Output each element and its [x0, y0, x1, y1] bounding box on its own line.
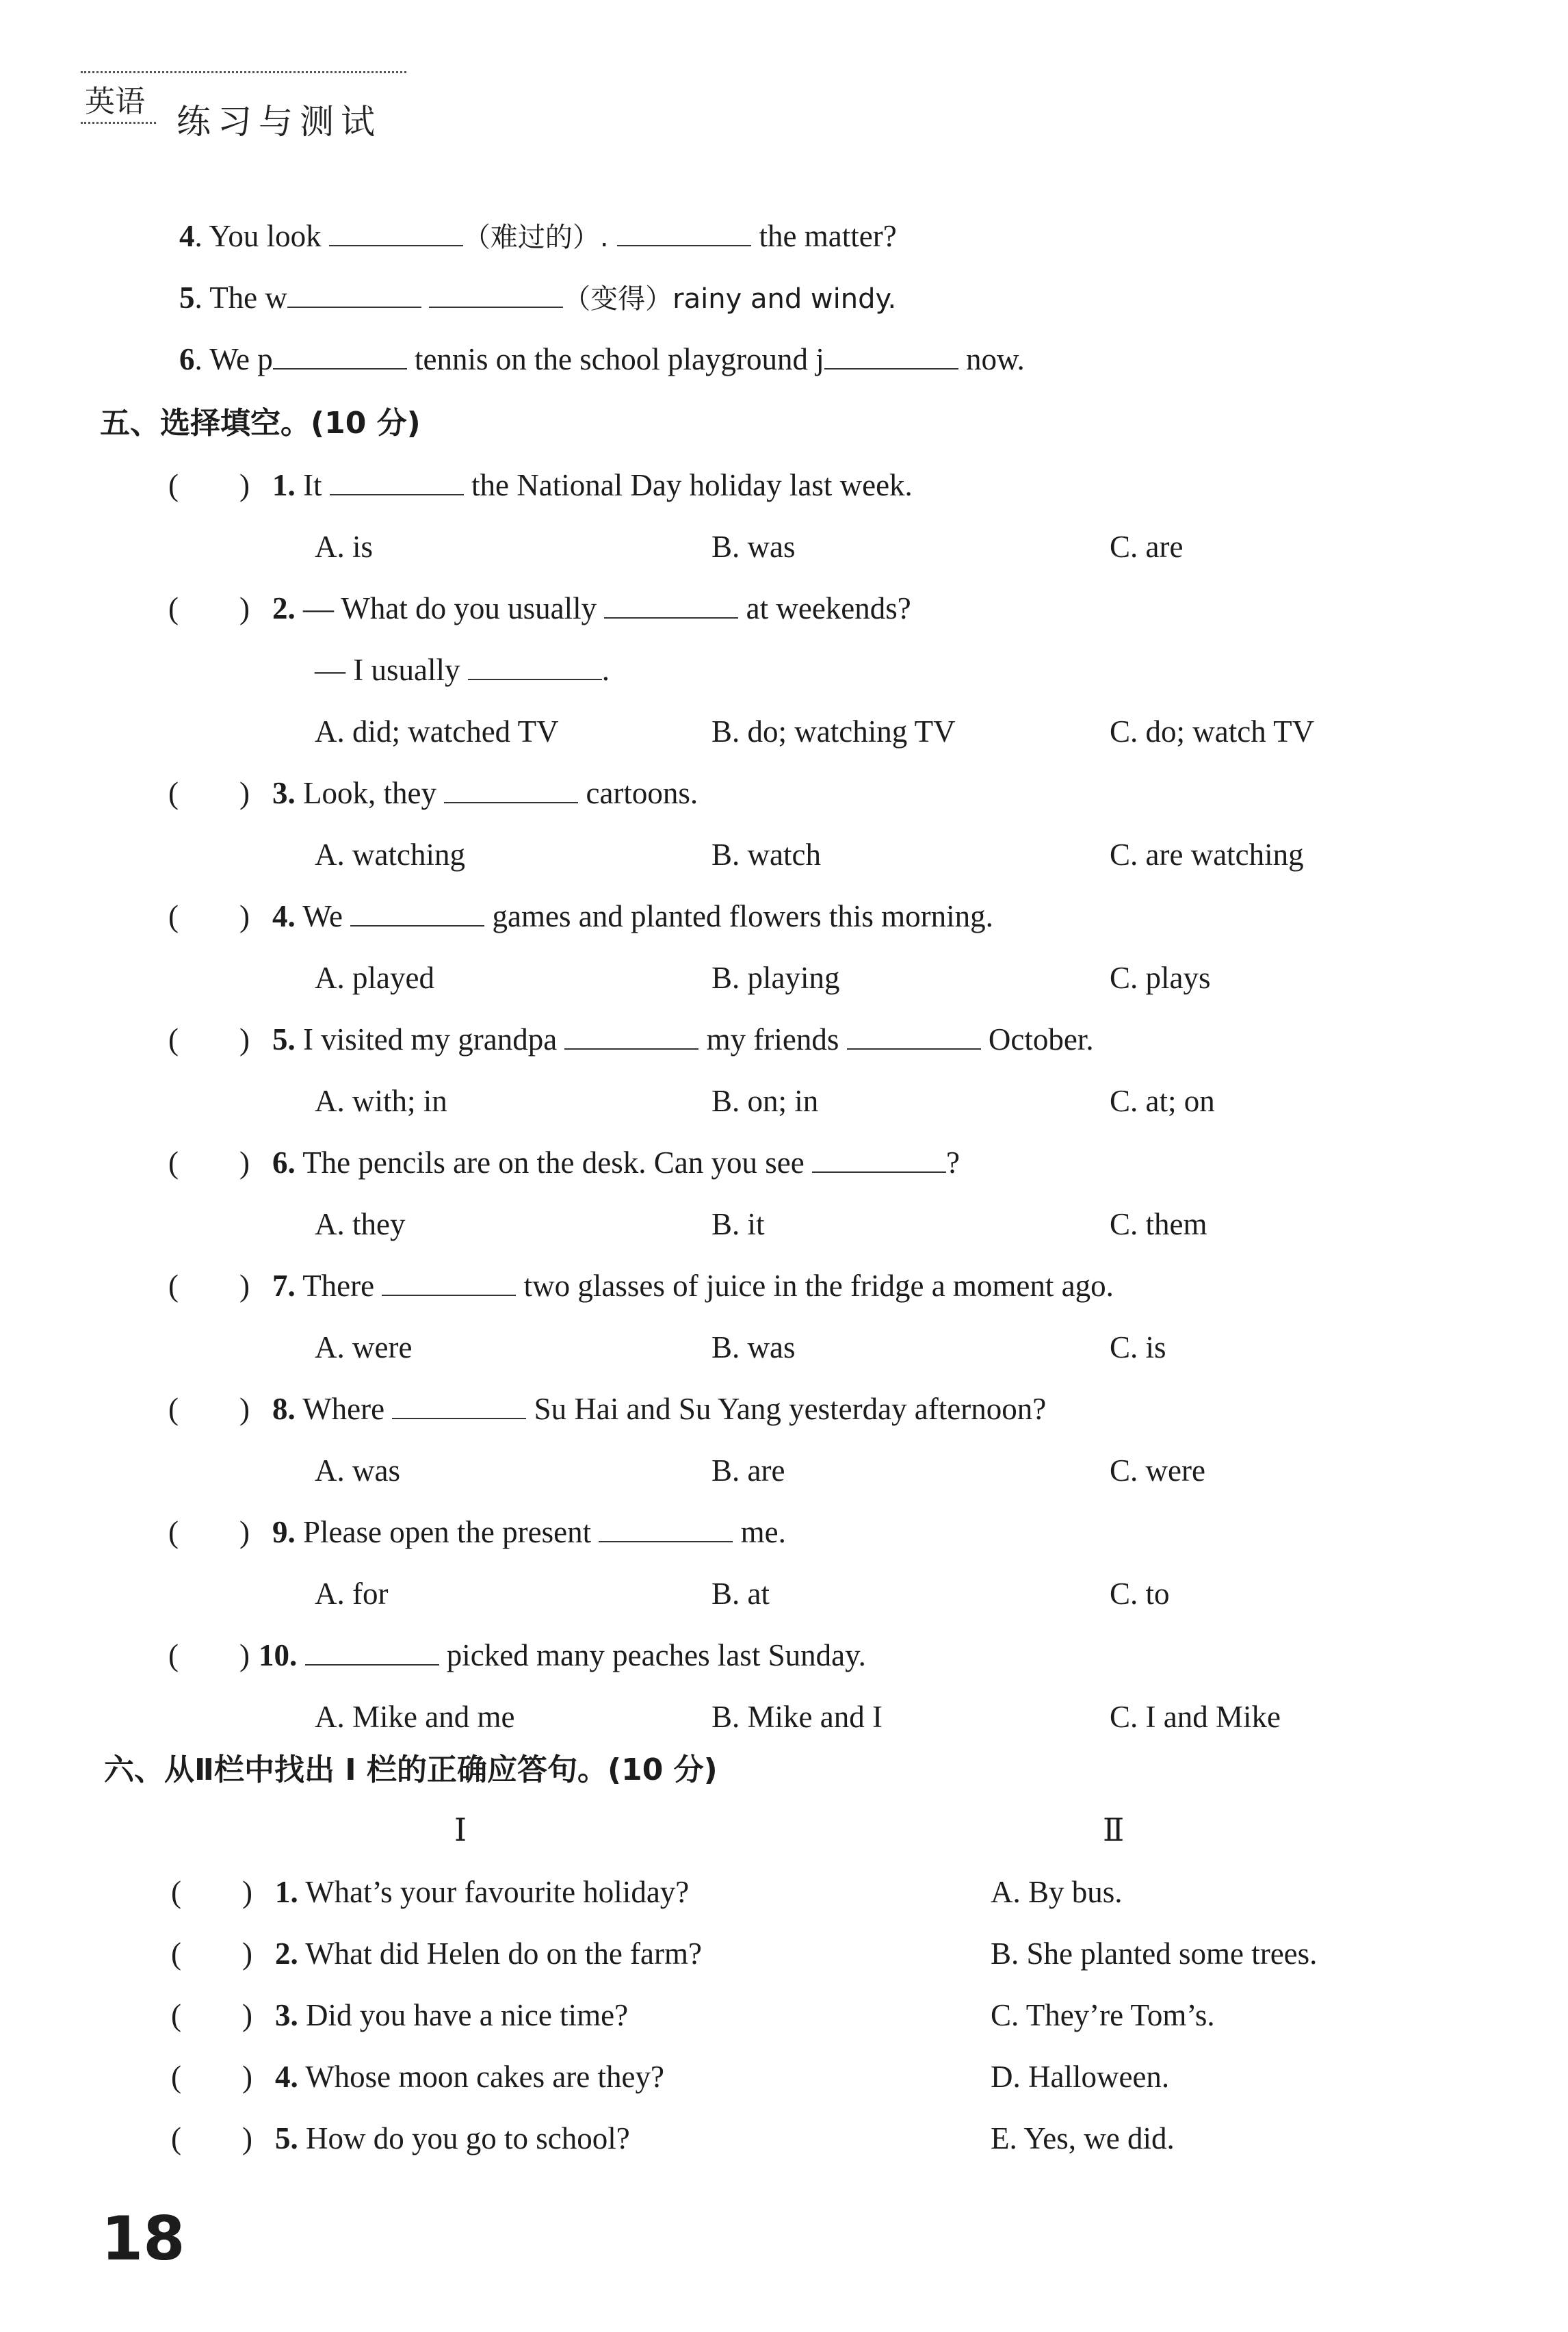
question-text: October. [980, 1022, 1094, 1057]
option-c[interactable]: C. is [1110, 1330, 1166, 1364]
question-text: How do you go to school? [306, 2121, 630, 2155]
answer-bracket-open: ( [168, 1145, 179, 1180]
answer-slot[interactable] [182, 2120, 244, 2157]
mc-question-7 [272, 1267, 1114, 1304]
answer-slot[interactable] [182, 1874, 244, 1910]
question-text: cartoons. [578, 776, 698, 810]
question-text: two glasses of juice in the fridge a moment ago. [516, 1269, 1114, 1303]
answer-blank[interactable] [350, 901, 484, 927]
option-b[interactable]: B. do; watching TV [711, 714, 956, 749]
chinese-hint: （变得）rainy and windy. [563, 283, 897, 315]
answer-bracket-close: ) [239, 1269, 250, 1303]
option-b[interactable]: B. was [711, 1330, 796, 1364]
question-text: the National Day holiday last week. [463, 468, 913, 502]
column-1-heading: Ⅰ [454, 1813, 467, 1848]
question-text: The w [209, 281, 287, 315]
match-question-3 [275, 1997, 628, 2034]
option-c[interactable]: C. do; watch TV [1110, 714, 1315, 749]
question-text: Did you have a nice time? [306, 1998, 629, 2032]
question-number: 10. [259, 1638, 298, 1672]
answer-bracket-close: ) [242, 2060, 252, 2094]
match-question-1 [275, 1874, 689, 1910]
option-c[interactable]: C. were [1110, 1453, 1205, 1488]
question-number: 3. [275, 1998, 298, 2032]
option-c[interactable]: C. plays [1110, 961, 1211, 995]
answer-bracket-close: ) [239, 591, 250, 625]
answer-bracket-close: ) [239, 1145, 250, 1180]
mc-question-4 [272, 898, 993, 935]
answer-bracket-open: ( [168, 1638, 179, 1672]
match-answer-a: A. By bus. [991, 1875, 1123, 1909]
answer-bracket-open: ( [168, 591, 179, 625]
option-a[interactable]: A. they [315, 1207, 406, 1241]
header-dotted-underline [81, 122, 156, 124]
section-5-title: 五、选择填空。(10 分) [100, 406, 421, 441]
answer-blank[interactable] [429, 282, 563, 308]
answer-blank[interactable] [382, 1270, 516, 1296]
mc-question-9 [272, 1514, 786, 1551]
option-a[interactable]: A. with; in [315, 1084, 447, 1118]
fill-in-question-5: 5. The w （变得）rainy and windy. [179, 281, 897, 315]
match-question-4 [275, 2058, 664, 2095]
option-a[interactable]: A. played [315, 961, 434, 995]
question-text: It [303, 468, 330, 502]
question-number: 2. [275, 1936, 298, 1971]
option-a[interactable]: A. for [315, 1577, 389, 1611]
answer-blank[interactable] [824, 344, 958, 370]
question-text: games and planted flowers this morning. [484, 899, 993, 933]
question-text [421, 281, 429, 315]
answer-blank[interactable] [444, 777, 578, 803]
question-text: We p [209, 342, 273, 376]
question-text: the matter? [751, 219, 897, 253]
question-number: 4 [179, 219, 195, 253]
option-a[interactable]: A. were [315, 1330, 413, 1364]
answer-bracket-open: ( [171, 2121, 181, 2155]
option-b[interactable]: B. it [711, 1207, 765, 1241]
question-number: 5. [272, 1022, 296, 1057]
mc-question-10 [259, 1637, 866, 1674]
option-c[interactable]: C. them [1110, 1207, 1207, 1241]
answer-bracket-open: ( [168, 1022, 179, 1057]
mc-question-1 [272, 467, 913, 504]
option-b[interactable]: B. playing [711, 961, 840, 995]
answer-bracket-close: ) [242, 1936, 252, 1971]
answer-bracket-close: ) [239, 1392, 250, 1426]
answer-blank[interactable] [273, 344, 407, 370]
match-question-5 [275, 2120, 630, 2157]
column-2-heading: Ⅱ [1103, 1813, 1125, 1848]
option-c[interactable]: C. are [1110, 530, 1184, 564]
question-text: Where [302, 1392, 393, 1426]
answer-bracket-close: ) [242, 1998, 252, 2032]
option-c[interactable]: C. to [1110, 1577, 1170, 1611]
match-answer-b: B. She planted some trees. [991, 1936, 1318, 1971]
answer-bracket-open: ( [168, 899, 179, 933]
mc-question-2-reply [315, 651, 610, 688]
answer-slot[interactable] [179, 1144, 241, 1181]
question-number: 4. [272, 899, 296, 933]
option-a[interactable]: A. did; watched TV [315, 714, 559, 749]
question-text: What’s your favourite holiday? [305, 1875, 690, 1909]
answer-bracket-close: ) [239, 899, 250, 933]
page-number: 18 [101, 2203, 185, 2274]
option-c[interactable]: C. I and Mike [1110, 1700, 1281, 1734]
answer-bracket-close: ) [239, 776, 250, 810]
answer-bracket-close: ) [242, 1875, 252, 1909]
answer-slot[interactable] [179, 775, 241, 812]
question-number: 2. [272, 591, 296, 625]
mc-question-8 [272, 1390, 1046, 1427]
option-b[interactable]: B. was [711, 530, 796, 564]
question-number: 8. [272, 1392, 296, 1426]
answer-blank[interactable] [329, 220, 463, 246]
option-a[interactable]: A. watching [315, 838, 465, 872]
option-c[interactable]: C. are watching [1110, 838, 1304, 872]
question-text: Su Hai and Su Yang yesterday afternoon? [526, 1392, 1047, 1426]
answer-blank[interactable] [392, 1393, 526, 1419]
question-number: 1. [272, 468, 296, 502]
answer-slot[interactable] [179, 1514, 241, 1551]
answer-blank[interactable] [305, 1640, 439, 1666]
question-number: 5 [179, 281, 195, 315]
question-number: 3. [272, 776, 296, 810]
answer-bracket-open: ( [168, 1515, 179, 1549]
question-number: 6 [179, 342, 195, 376]
subject-label: 英语 [85, 84, 145, 119]
answer-blank[interactable] [617, 220, 751, 246]
answer-blank[interactable] [604, 593, 738, 619]
answer-bracket-open: ( [171, 1936, 181, 1971]
reply-text: . [601, 653, 610, 687]
answer-slot[interactable] [179, 1637, 241, 1674]
answer-slot[interactable] [179, 467, 241, 504]
question-text: Whose moon cakes are they? [305, 2060, 664, 2094]
answer-bracket-close: ) [239, 1515, 250, 1549]
answer-bracket-open: ( [171, 1875, 181, 1909]
answer-blank[interactable] [564, 1024, 698, 1050]
question-text: ? [945, 1145, 960, 1180]
option-b[interactable]: B. watch [711, 838, 821, 872]
header-dotted-rule [81, 71, 406, 73]
answer-blank[interactable] [599, 1516, 733, 1542]
page-header [81, 71, 409, 146]
answer-bracket-close: ) [239, 1022, 250, 1057]
answer-slot[interactable] [182, 2058, 244, 2095]
option-b[interactable]: B. Mike and I [711, 1700, 883, 1734]
question-text: — What do you usually [303, 591, 605, 625]
answer-bracket-open: ( [168, 1269, 179, 1303]
option-b[interactable]: B. at [711, 1577, 770, 1611]
question-text: Look, they [303, 776, 445, 810]
answer-slot[interactable] [179, 898, 241, 935]
fill-in-question-4: 4. You look （难过的）. the matter? [179, 219, 897, 253]
mc-question-5 [272, 1021, 1094, 1058]
question-text: We [302, 899, 351, 933]
question-text: at weekends? [738, 591, 911, 625]
mc-question-3 [272, 775, 698, 812]
answer-slot[interactable] [179, 1021, 241, 1058]
answer-bracket-close: ) [239, 1638, 250, 1672]
option-a[interactable]: A. was [315, 1453, 400, 1488]
answer-slot[interactable] [179, 1267, 241, 1304]
answer-bracket-open: ( [168, 1392, 179, 1426]
reply-text: — I usually [315, 653, 468, 687]
match-answer-c: C. They’re Tom’s. [991, 1998, 1215, 2032]
chinese-hint: （难过的）. [462, 222, 618, 253]
match-answer-d: D. Halloween. [991, 2060, 1170, 2094]
question-number: 1. [275, 1875, 298, 1909]
question-text: me. [733, 1515, 786, 1549]
answer-bracket-open: ( [171, 2060, 181, 2094]
option-a[interactable]: A. Mike and me [315, 1700, 515, 1734]
answer-blank[interactable] [812, 1147, 946, 1173]
option-c[interactable]: C. at; on [1110, 1084, 1215, 1118]
answer-slot[interactable] [179, 590, 241, 627]
question-text: I visited my grandpa [303, 1022, 565, 1057]
mc-question-6 [272, 1144, 960, 1181]
question-number: 4. [275, 2060, 298, 2094]
question-number: 5. [275, 2121, 298, 2155]
match-question-2 [275, 1935, 702, 1972]
answer-slot[interactable] [182, 1997, 244, 2034]
option-a[interactable]: A. is [315, 530, 374, 564]
question-text: What did Helen do on the farm? [305, 1936, 702, 1971]
question-number: 9. [272, 1515, 296, 1549]
answer-bracket-close: ) [242, 2121, 252, 2155]
option-b[interactable]: B. on; in [711, 1084, 819, 1118]
question-number: 6. [272, 1145, 296, 1180]
fill-in-question-6: 6. We p tennis on the school playground j now. [179, 342, 1025, 376]
answer-bracket-open: ( [168, 776, 179, 810]
question-text: You look [209, 219, 329, 253]
question-text: Please open the present [303, 1515, 599, 1549]
answer-blank[interactable] [847, 1024, 981, 1050]
question-text: There [302, 1269, 382, 1303]
answer-slot[interactable] [179, 1390, 241, 1427]
mc-question-2 [272, 590, 911, 627]
question-text: now. [958, 342, 1025, 376]
question-text: my friends [698, 1022, 847, 1057]
option-b[interactable]: B. are [711, 1453, 785, 1488]
answer-bracket-open: ( [171, 1998, 181, 2032]
match-answer-e: E. Yes, we did. [991, 2121, 1175, 2155]
question-number: 7. [272, 1269, 296, 1303]
answer-blank[interactable] [287, 282, 421, 308]
answer-bracket-open: ( [168, 468, 179, 502]
question-text: The pencils are on the desk. Can you see [302, 1145, 812, 1180]
series-title: 练习与测试 [177, 102, 382, 142]
question-text: tennis on the school playground j [406, 342, 824, 376]
question-text: picked many peaches last Sunday. [439, 1638, 866, 1672]
answer-blank[interactable] [468, 654, 602, 680]
section-6-title: 六、从Ⅱ栏中找出 I 栏的正确应答句。(10 分) [104, 1752, 718, 1787]
answer-bracket-close: ) [239, 468, 250, 502]
answer-slot[interactable] [182, 1935, 244, 1972]
answer-blank[interactable] [330, 469, 464, 495]
